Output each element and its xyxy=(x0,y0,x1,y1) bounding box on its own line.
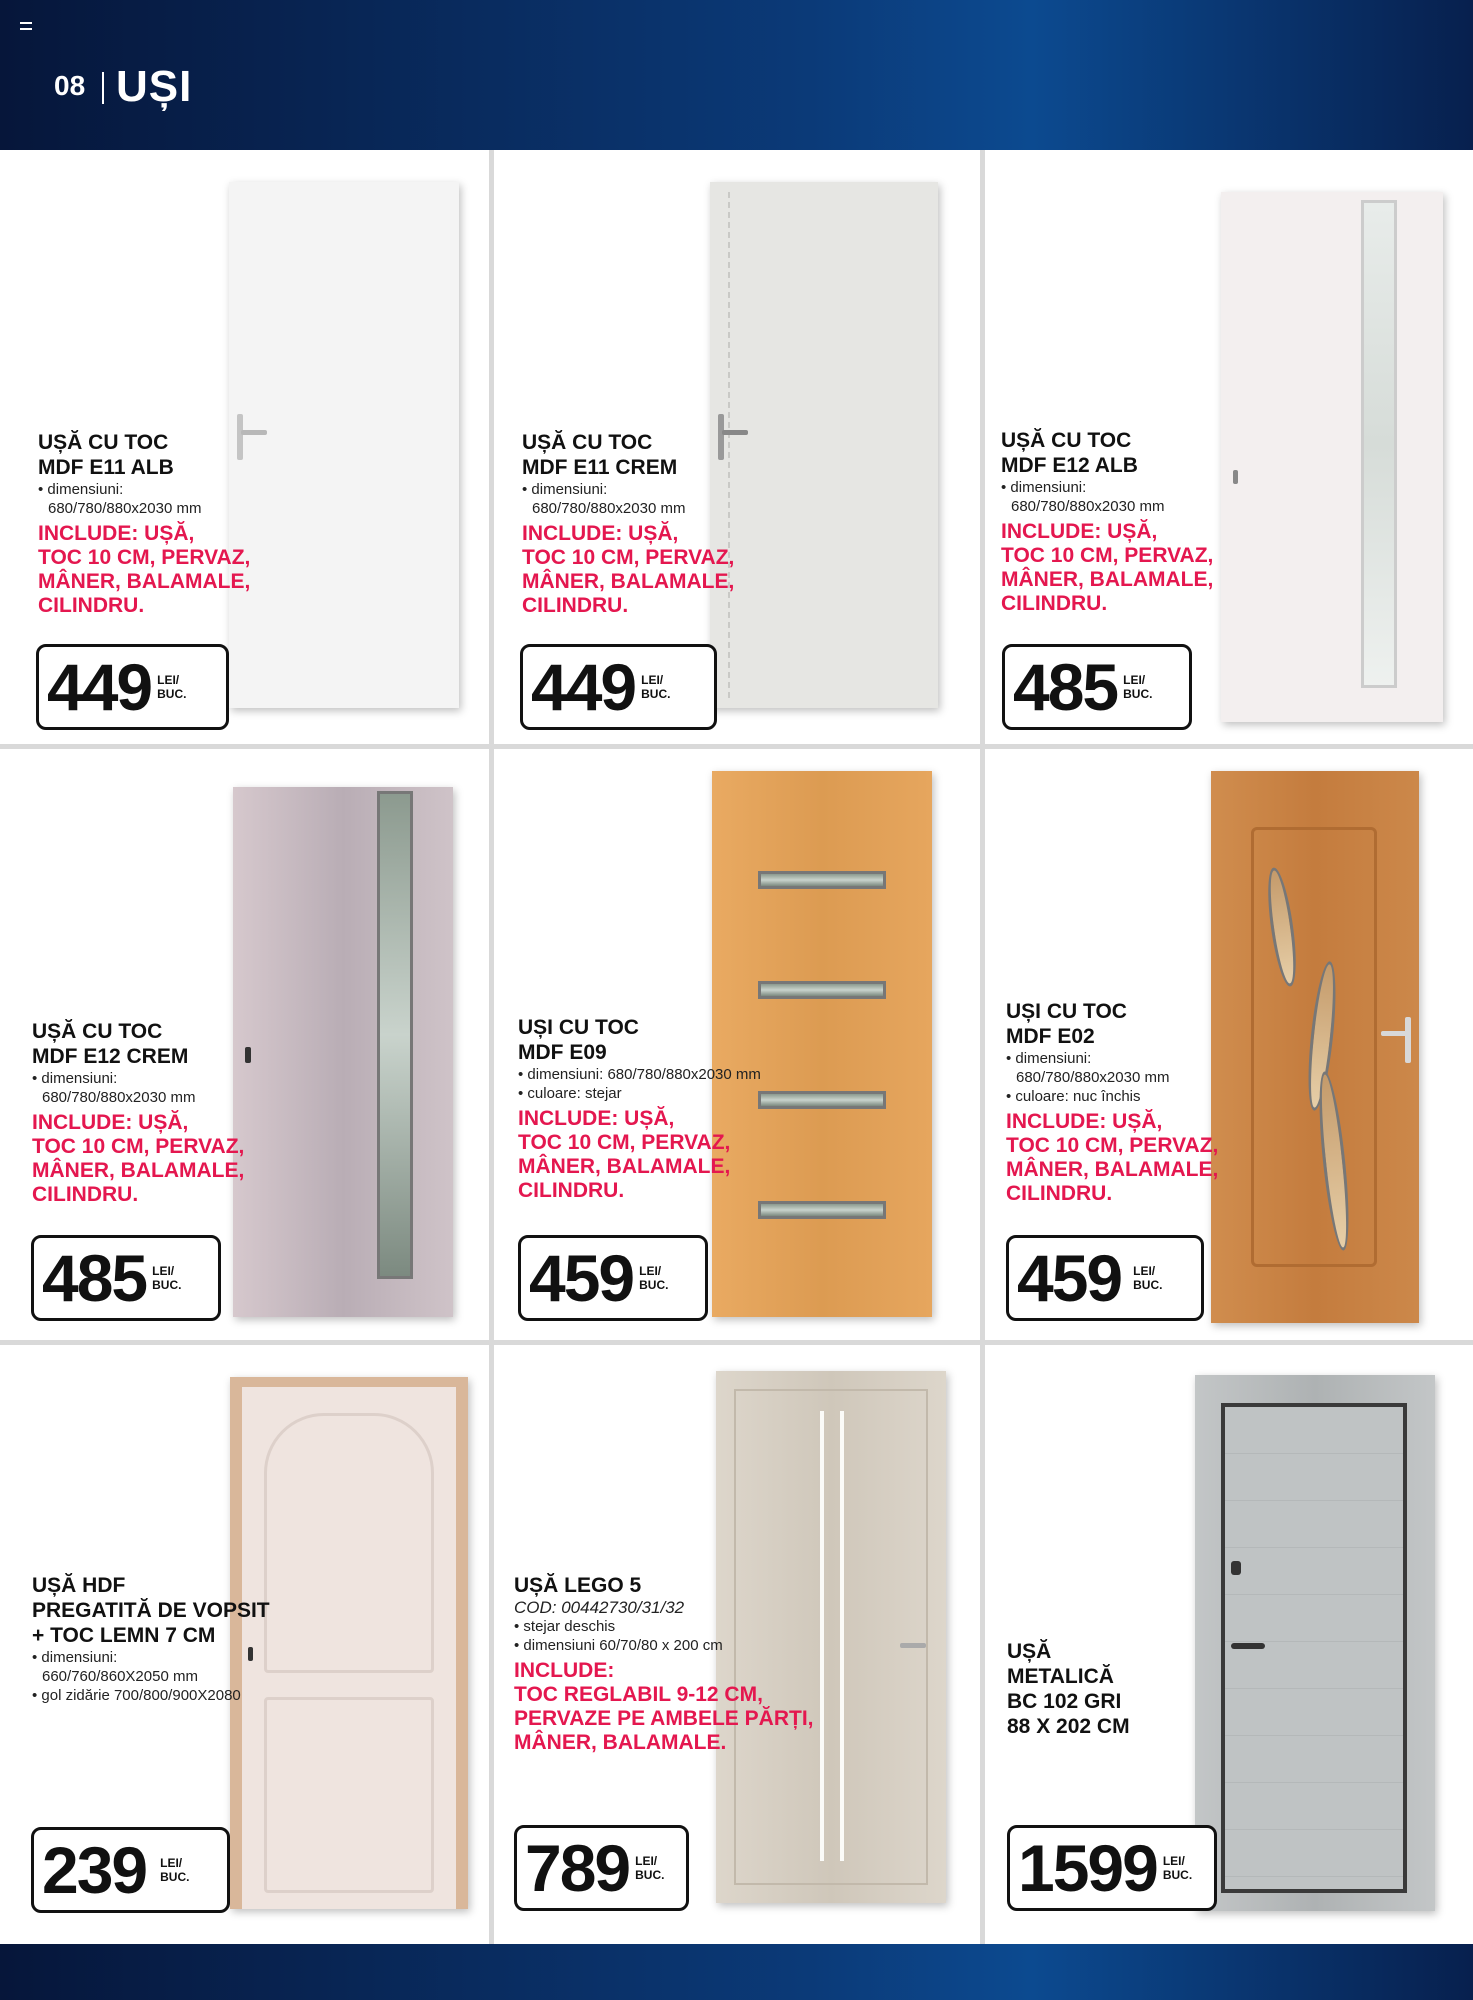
price-unit: LEI/ BUC. xyxy=(152,1264,182,1292)
spec-line: 660/760/860X2050 mm xyxy=(42,1668,198,1685)
price-tag xyxy=(514,1825,689,1911)
product-card[interactable] xyxy=(494,1345,980,1944)
door-handle-icon xyxy=(1381,1031,1407,1036)
spec-line: • dimensiuni: xyxy=(38,481,124,498)
spec-line: • stejar deschis xyxy=(514,1618,616,1635)
product-name: UȘĂ CU TOC MDF E12 CREM xyxy=(32,1020,189,1068)
spec-line: • dimensiuni: xyxy=(32,1070,118,1087)
product-includes xyxy=(32,1111,302,1207)
price-amount: 449 xyxy=(47,650,152,724)
include-line: INCLUDE: UȘĂ, xyxy=(1006,1110,1163,1133)
product-specs xyxy=(1006,1049,1306,1106)
price-unit: LEI/ BUC. xyxy=(160,1856,190,1884)
spec-line: 680/780/880x2030 mm xyxy=(42,1089,196,1106)
include-line: MÂNER, BALAMALE, xyxy=(1006,1158,1219,1181)
spec-line: • culoare: stejar xyxy=(518,1085,622,1102)
spec-line: • dimensiuni: xyxy=(522,481,608,498)
product-name: UȘĂ METALICĂ BC 102 GRI 88 X 202 CM xyxy=(1007,1640,1130,1738)
spec-line: • dimensiuni: xyxy=(1006,1050,1092,1067)
spec-line: • dimensiuni: xyxy=(32,1649,118,1666)
page-footer xyxy=(0,1944,1473,2000)
price-unit: LEI/ BUC. xyxy=(1123,673,1153,701)
product-includes xyxy=(1001,520,1271,616)
spec-line: • dimensiuni: 680/780/880x2030 mm xyxy=(518,1066,761,1083)
product-specs xyxy=(514,1598,844,1655)
spec-line: • dimensiuni: xyxy=(1001,479,1087,496)
price-tag xyxy=(1002,644,1192,730)
price-tag xyxy=(36,644,229,730)
product-specs xyxy=(38,480,308,518)
product-card[interactable] xyxy=(0,1345,489,1944)
product-includes xyxy=(1006,1110,1306,1206)
door-glass-panel xyxy=(758,1201,886,1219)
product-card[interactable] xyxy=(985,1345,1473,1944)
price-amount: 485 xyxy=(1013,650,1118,724)
product-specs xyxy=(518,1065,818,1103)
include-line: MÂNER, BALAMALE. xyxy=(514,1731,727,1754)
page-title: UȘI xyxy=(116,62,193,111)
menu-icon[interactable] xyxy=(20,22,32,30)
product-includes xyxy=(38,522,308,618)
product-specs xyxy=(32,1069,302,1107)
price-tag xyxy=(31,1235,221,1321)
product-card[interactable] xyxy=(0,150,489,744)
product-specs xyxy=(1001,478,1271,516)
include-line: INCLUDE: UȘĂ, xyxy=(32,1111,189,1134)
include-line: TOC 10 CM, PERVAZ, xyxy=(1001,544,1214,567)
include-line: MÂNER, BALAMALE, xyxy=(32,1159,245,1182)
product-includes xyxy=(522,522,792,618)
include-line: MÂNER, BALAMALE, xyxy=(522,570,735,593)
product-card[interactable] xyxy=(0,749,489,1340)
include-line: PERVAZE PE AMBELE PĂRȚI, xyxy=(514,1707,814,1730)
spec-line: • gol zidărie 700/800/900X2080 xyxy=(32,1687,241,1704)
product-name: UȘĂ CU TOC MDF E11 ALB xyxy=(38,431,174,479)
door-glass-panel xyxy=(758,871,886,889)
product-card[interactable] xyxy=(985,749,1473,1340)
spec-line: 680/780/880x2030 mm xyxy=(532,500,686,517)
include-line: MÂNER, BALAMALE, xyxy=(38,570,251,593)
include-line: CILINDRU. xyxy=(38,594,145,617)
product-code: COD: 00442730/31/32 xyxy=(514,1598,685,1617)
door-handle-icon xyxy=(1405,1017,1411,1063)
include-line: INCLUDE: UȘĂ, xyxy=(518,1107,675,1130)
door-handle-icon xyxy=(1231,1643,1265,1649)
include-line: MÂNER, BALAMALE, xyxy=(1001,568,1214,591)
spec-line: • culoare: nuc închis xyxy=(1006,1088,1141,1105)
page-number: 08 xyxy=(54,70,86,101)
door-glass-panel xyxy=(758,981,886,999)
product-name: UȘI CU TOC MDF E02 xyxy=(1006,1000,1127,1048)
price-amount: 789 xyxy=(525,1831,630,1905)
product-name: UȘĂ HDF PREGATITĂ DE VOPSIT + TOC LEMN 7 CM xyxy=(32,1574,270,1647)
price-unit: LEI/ BUC. xyxy=(639,1264,669,1292)
product-card[interactable] xyxy=(494,150,980,744)
include-line: CILINDRU. xyxy=(1006,1182,1113,1205)
include-line: INCLUDE: UȘĂ, xyxy=(522,522,679,545)
price-amount: 1599 xyxy=(1018,1831,1157,1905)
product-name: UȘĂ LEGO 5 xyxy=(514,1574,642,1597)
include-line: INCLUDE: xyxy=(514,1659,615,1682)
door-panel-frame xyxy=(264,1697,434,1893)
price-tag xyxy=(31,1827,230,1913)
spec-line: 680/780/880x2030 mm xyxy=(1011,498,1165,515)
include-line: TOC 10 CM, PERVAZ, xyxy=(38,546,251,569)
price-unit: LEI/ BUC. xyxy=(1162,1854,1193,1882)
price-amount: 239 xyxy=(42,1833,147,1907)
include-line: TOC REGLABIL 9-12 CM, xyxy=(514,1683,763,1706)
include-line: INCLUDE: UȘĂ, xyxy=(1001,520,1158,543)
include-line: MÂNER, BALAMALE, xyxy=(518,1155,731,1178)
door-glass-panel xyxy=(1361,200,1397,688)
include-line: TOC 10 CM, PERVAZ, xyxy=(522,546,735,569)
price-amount: 485 xyxy=(42,1241,147,1315)
door-image xyxy=(1195,1375,1435,1911)
include-line: TOC 10 CM, PERVAZ, xyxy=(32,1135,245,1158)
price-amount: 449 xyxy=(531,650,636,724)
price-unit: LEI/ BUC. xyxy=(1133,1264,1163,1292)
include-line: CILINDRU. xyxy=(522,594,629,617)
price-tag xyxy=(1006,1235,1204,1321)
price-tag xyxy=(520,644,717,730)
product-includes xyxy=(518,1107,818,1203)
price-unit: LEI/ BUC. xyxy=(157,673,187,701)
product-card[interactable] xyxy=(985,150,1473,744)
include-line: CILINDRU. xyxy=(518,1179,625,1202)
price-tag xyxy=(518,1235,708,1321)
door-lock-icon xyxy=(1231,1561,1241,1575)
door-glass-panel xyxy=(377,791,413,1279)
door-handle-icon xyxy=(900,1643,926,1648)
price-tag xyxy=(1007,1825,1217,1911)
include-line: TOC 10 CM, PERVAZ, xyxy=(1006,1134,1219,1157)
include-line: TOC 10 CM, PERVAZ, xyxy=(518,1131,731,1154)
price-amount: 459 xyxy=(1017,1241,1122,1315)
product-grid xyxy=(0,150,1473,1944)
spec-line: 680/780/880x2030 mm xyxy=(48,500,202,517)
page-header xyxy=(0,0,1473,150)
product-specs xyxy=(32,1648,372,1705)
product-card[interactable] xyxy=(494,749,980,1340)
header-divider xyxy=(102,72,104,104)
spec-line: • dimensiuni 60/70/80 x 200 cm xyxy=(514,1637,723,1654)
product-includes xyxy=(514,1659,844,1755)
include-line: CILINDRU. xyxy=(32,1183,139,1206)
price-amount: 459 xyxy=(529,1241,634,1315)
include-line: CILINDRU. xyxy=(1001,592,1108,615)
product-name: UȘĂ CU TOC MDF E11 CREM xyxy=(522,431,678,479)
product-specs xyxy=(522,480,792,518)
spec-line: 680/780/880x2030 mm xyxy=(1016,1069,1170,1086)
price-unit: LEI/ BUC. xyxy=(641,673,671,701)
include-line: INCLUDE: UȘĂ, xyxy=(38,522,195,545)
price-unit: LEI/ BUC. xyxy=(635,1854,665,1882)
product-name: UȘI CU TOC MDF E09 xyxy=(518,1016,639,1064)
product-name: UȘĂ CU TOC MDF E12 ALB xyxy=(1001,429,1138,477)
